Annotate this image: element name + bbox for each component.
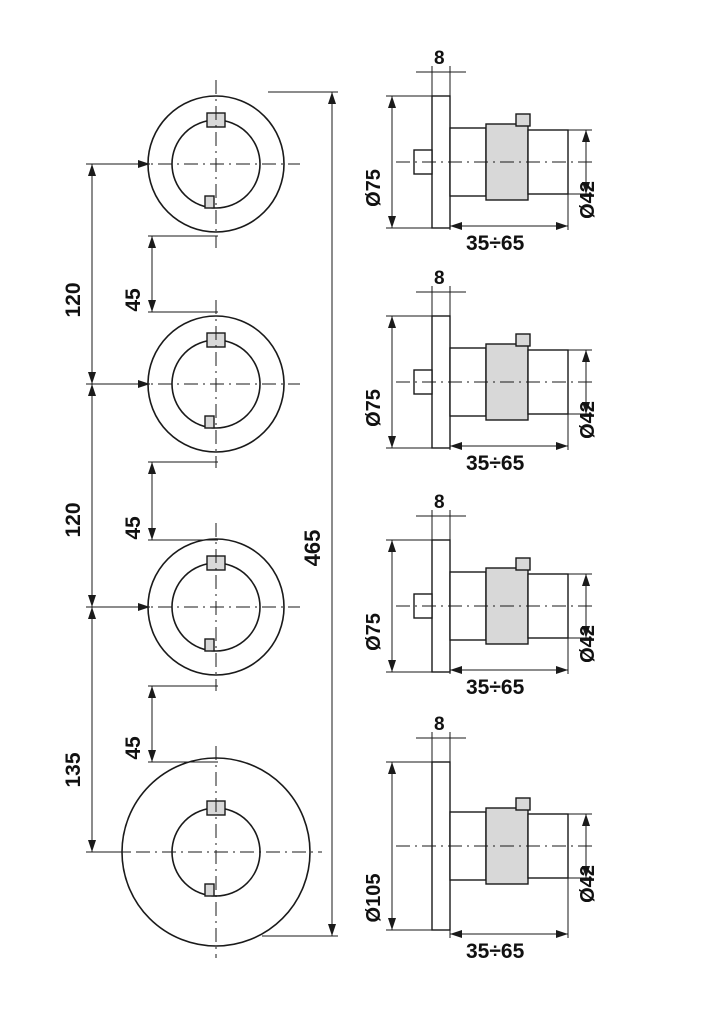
front-handle-1: [132, 80, 300, 248]
front-handle-3: [132, 523, 300, 691]
dim-label-stem-dia-4: Ø42: [577, 865, 599, 903]
dim-label-depth-1: 35÷65: [466, 232, 525, 255]
dim-label-thickness-4: 8: [434, 714, 445, 735]
dim-label-plate-dia-1: Ø75: [363, 169, 385, 207]
front-handle-4: [110, 746, 322, 958]
front-handle-2: [132, 300, 300, 468]
dim-label-depth-2: 35÷65: [466, 452, 525, 475]
dim-label-depth-4: 35÷65: [466, 940, 525, 963]
dim-label-stem-dia-2: Ø42: [577, 401, 599, 439]
dim-label-stem-dia-1: Ø42: [577, 181, 599, 219]
side-view-4: [386, 732, 596, 938]
dim-label-thickness-1: 8: [434, 48, 445, 69]
dim-label-stem-dia-3: Ø42: [577, 625, 599, 663]
side-view-1: [386, 66, 596, 230]
dim-label-45-a: 45: [122, 288, 145, 312]
dim-label-120-b: 120: [62, 502, 85, 538]
dim-label-plate-dia-2: Ø75: [363, 389, 385, 427]
dim-label-135: 135: [62, 752, 85, 788]
side-view-2: [386, 286, 596, 450]
dim-label-thickness-2: 8: [434, 268, 445, 289]
dim-label-45-c: 45: [122, 736, 145, 760]
dim-label-plate-dia-4: Ø105: [363, 873, 385, 923]
dim-label-depth-3: 35÷65: [466, 676, 525, 699]
dim-label-overall-465: 465: [300, 529, 325, 567]
side-view-3: [386, 510, 596, 674]
dim-label-thickness-3: 8: [434, 492, 445, 513]
dim-label-120-a: 120: [62, 282, 85, 318]
dim-chain-45: [148, 236, 218, 762]
dim-label-plate-dia-3: Ø75: [363, 613, 385, 651]
dim-label-45-b: 45: [122, 516, 145, 540]
